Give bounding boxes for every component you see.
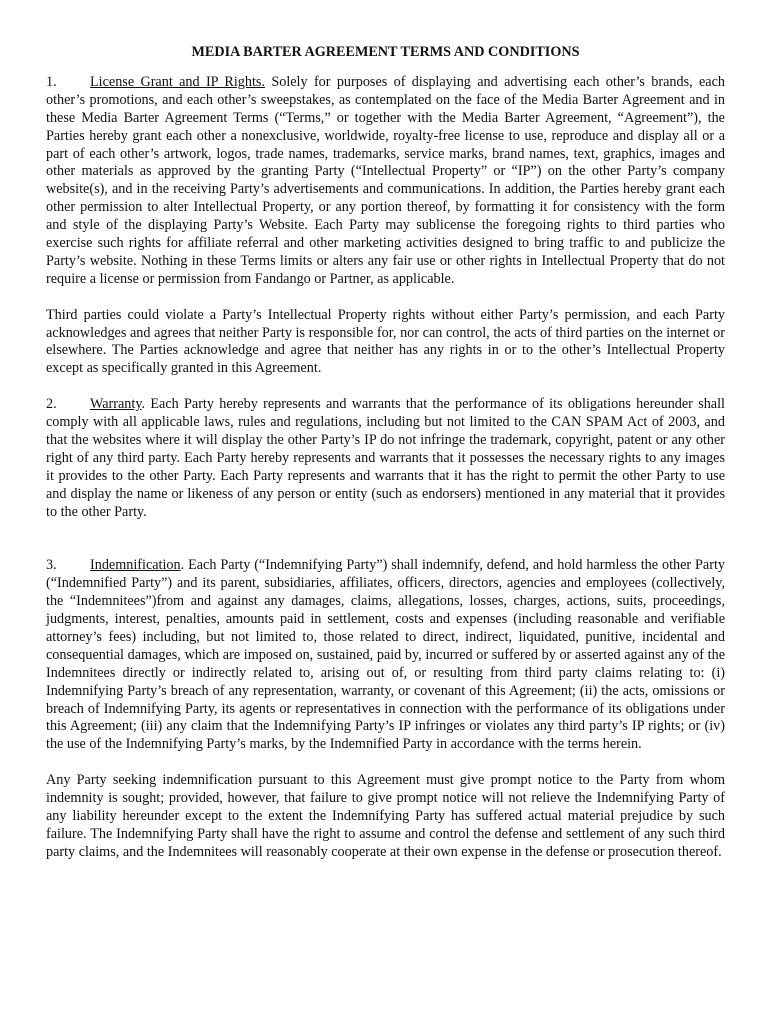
section-heading: License Grant and IP Rights. [90,73,265,90]
section-1-extra-paragraph: Third parties could violate a Party’s Intellectual Property rights without either Party’s permission, and each Party acknowledges and agrees that neither Party is responsible for, nor can control, the acts of third parties on the internet or elsewhere. The Parties acknowledge and agree that neither has any rights in or to the other’s Intellectual Property except as specifically granted in this Agreement. [46,306,725,377]
section-1-paragraph [46,74,725,289]
section-2-paragraph [46,396,725,521]
section-body: . Each Party hereby represents and warrants that the performance of its obligations hereunder shall comply with all applicable laws, rules and regulations, including but not limited to the CAN SPAM Act of 2003, and that the websites where it will display the other Party’s IP do not infringe the trademark, copyright, patent or any other right of any third party. Each Party hereby represents and warrants that it possesses the necessary rights to any images it provides to the other Party. Each Party represents and warrants that it has the right to permit the other Party to use and display the name or likeness of any person or entity (such as endorsers) mentioned in any material that it provides to the other Party. [46,396,725,520]
section-heading: Warranty [90,396,142,413]
document-title: MEDIA BARTER AGREEMENT TERMS AND CONDITIONS [191,44,580,60]
section-body: . Each Party (“Indemnifying Party”) shall indemnify, defend, and hold harmless the other Party (“Indemnified Party”) and its parent, subsidiaries, affiliates, officers, directors, agencies and employees (collectively, the “Indemnitees”)from and against any damages, claims, allegations, losses, charges, actions, suits, proceedings, judgments, interest, penalties, amounts paid in settlement, costs and expenses (including reasonable and verifiable attorney’s fees) including, but not limited to, those related to direct, indirect, liquidated, punitive, incidental and consequential damages, which are imposed on, sustained, paid by, incurred or suffered by or asserted against any of the Indemnitees directly or indirectly related to, arising out of, or resulting from third party claims relating to: (i) Indemnifying Party’s breach of any representation, warranty, or covenant of this Agreement; (ii) the acts, omissions or breach of Indemnifying Party, its agents or representatives in connection with the performance of its obligations under this Agreement; (iii) any claim that the Indemnifying Party’s IP infringes or violates any third party’s IP rights; or (iv) the use of the Indemnifying Party’s marks, by the Indemnified Party in accordance with the terms herein. [46,557,725,753]
section-3-paragraph [46,557,725,754]
section-number: 1. [46,73,57,90]
section-heading: Indemnification [90,557,181,574]
document-page [46,44,725,862]
section-body: Solely for purposes of displaying and advertising each other’s brands, each other’s promotions, and each other’s sweepstakes, as contemplated on the face of the Media Barter Agreement and in these Media Barter Agreement Terms (“Terms,” or together with the Media Barter Agreement, “Agreement”), the Parties hereby grant each other a nonexclusive, worldwide, royalty-free license to use, reproduce and display all or a part of each other’s artwork, logos, trade names, trademarks, service marks, brand names, text, graphics, images and other materials as approved by the granting Party (“Intellectual Property” or “IP”) on the other Party’s company website(s), and in the receiving Party’s advertisements and communications. In addition, the Parties hereby grant each other permission to alter Intellectual Property, or any portion thereof, by formatting it for consistency with the form and style of the displaying Party’s Website. Each Party may sublicense the foregoing rights to third parties who exercise such rights for affiliate referral and other marketing activities designed to bring traffic to and publicize the Party’s website. Nothing in these Terms limits or alters any fair use or other rights in Intellectual Property that do not require a license or permission from Fandango or Partner, as applicable. [46,73,725,287]
section-number: 2. [46,396,57,413]
section-3-extra-paragraph: Any Party seeking indemnification pursuant to this Agreement must give prompt notice to the Party from whom indemnity is sought; provided, however, that failure to give prompt notice will not relieve the Indemnifying Party of any liability hereunder except to the extent the Indemnifying Party has suffered actual material prejudice by such failure. The Indemnifying Party shall have the right to assume and control the defense and settlement of any such third party claims, and the Indemnitees will reasonably cooperate at their own expense in the defense or prosecution thereof. [46,772,725,860]
section-number: 3. [46,557,57,574]
